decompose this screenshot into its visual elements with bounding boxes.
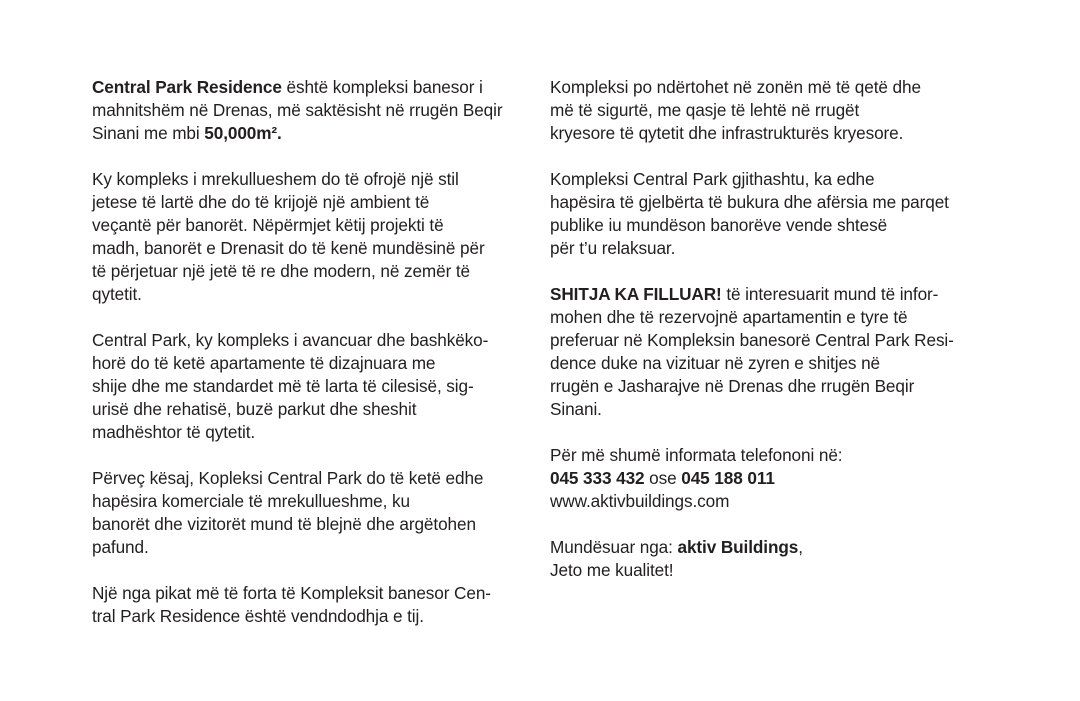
- intro-paragraph: Central Park Residence është kompleksi banesor i mahnitshëm në Drenas, më saktësisht në rrugën Beqir Sinani me mbi 50,000m².: [92, 77, 503, 143]
- project-name: Central Park Residence: [92, 77, 282, 97]
- phone-number-1: 045 333 432: [550, 468, 645, 488]
- brand-name: aktiv Buildings: [677, 537, 799, 557]
- footer-paragraph: Mundësuar nga: aktiv Buildings, Jeto me kualitet!: [550, 536, 1000, 582]
- contact-paragraph: Për më shumë informata telefononi në: 045 333 432 ose 045 188 011 www.aktivbuildings.com: [550, 444, 1000, 513]
- website-url: www.aktivbuildings.com: [550, 491, 730, 511]
- lifestyle-paragraph: Ky kompleks i mrekullueshem do të ofrojë një stil jetese të lartë dhe do të krijojë një ambient të veçantë për banorët. Nëpërmjet këtij projekti të madh, banorët e Drenasit do të kenë mundësinë për të përjetuar një jetë të re dhe modern, në zemër të qytetit.: [92, 169, 485, 304]
- slogan: Jeto me kualitet!: [550, 560, 674, 580]
- sales-paragraph: SHITJA KA FILLUAR! të interesuarit mund të infor- mohen dhe të rezervojnë apartamentin e tyre të preferuar në Kompleksin banesorë Central Park Resi- dence duke na vizituar në zyren e shitjes në rrugën e Jasharajve në Drenas dhe rrugën Beqir Sinani.: [550, 284, 954, 419]
- left-column: [92, 76, 537, 651]
- right-column: [550, 76, 1000, 605]
- sales-headline: SHITJA KA FILLUAR!: [550, 284, 722, 304]
- phone-number-2: 045 188 011: [681, 468, 775, 488]
- green-spaces-paragraph: Kompleksi Central Park gjithashtu, ka edhe hapësira të gjelbërta të bukura dhe afërsia me parqet publike iu mundëson banorëve vende shtesë për t’u relaksuar.: [550, 169, 949, 258]
- apartments-paragraph: Central Park, ky kompleks i avancuar dhe bashkëko- horë do të ketë apartamente të dizajnuara me shije dhe me standardet më të larta të cilesisë, sig- urisë dhe rehatisë, buzë parkut dhe sheshit madhështor të qytetit.: [92, 330, 489, 442]
- construction-paragraph: Kompleksi po ndërtohet në zonën më të qetë dhe më të sigurtë, me qasje të lehtë në rrugët kryesore të qytetit dhe infrastrukturës kryesore.: [550, 77, 921, 143]
- commercial-paragraph: Përveç kësaj, Kopleksi Central Park do të ketë edhe hapësira komerciale të mrekullueshme, ku banorët dhe vizitorët mund të blejnë dhe argëtohen pafund.: [92, 468, 484, 557]
- location-paragraph: Një nga pikat më të forta të Kompleksit banesor Cen- tral Park Residence është vendndodhja e tij.: [92, 583, 491, 626]
- area-value: 50,000m².: [204, 123, 282, 143]
